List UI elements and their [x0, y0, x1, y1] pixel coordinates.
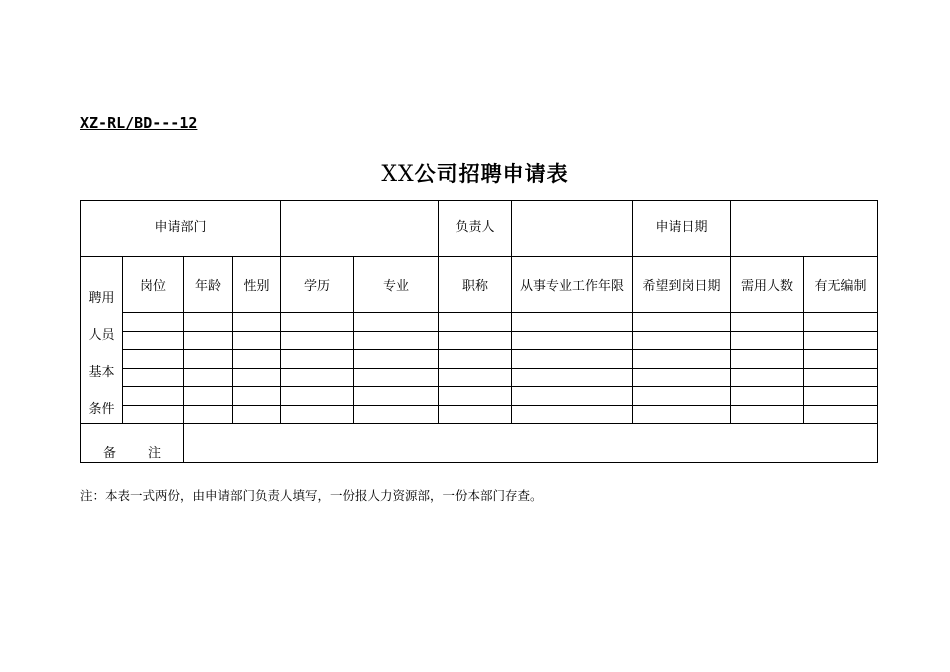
document-code: XZ-RL/BD---12 [80, 114, 198, 132]
table-cell[interactable] [123, 350, 184, 369]
table-cell[interactable] [184, 368, 233, 387]
table-cell[interactable] [439, 313, 512, 332]
table-row [81, 331, 878, 350]
table-cell[interactable] [633, 368, 731, 387]
table-cell[interactable] [281, 368, 354, 387]
owner-label: 负责人 [455, 219, 495, 235]
dept-value-field[interactable] [281, 201, 439, 257]
dept-label-cell [81, 201, 281, 257]
table-cell[interactable] [512, 313, 633, 332]
table-cell[interactable] [512, 387, 633, 406]
col-header-quota: 有无编制 [804, 257, 878, 313]
table-cell[interactable] [123, 313, 184, 332]
table-cell[interactable] [512, 368, 633, 387]
side-label-line: 聘用 [88, 291, 115, 306]
table-cell[interactable] [281, 313, 354, 332]
table-cell[interactable] [354, 350, 439, 369]
table-cell[interactable] [233, 368, 281, 387]
col-header-start-date: 希望到岗日期 [633, 257, 731, 313]
table-cell[interactable] [731, 387, 804, 406]
table-cell[interactable] [439, 368, 512, 387]
table-cell[interactable] [184, 313, 233, 332]
table-cell[interactable] [281, 350, 354, 369]
table-cell[interactable] [804, 387, 878, 406]
table-cell[interactable] [439, 350, 512, 369]
table-cell[interactable] [281, 387, 354, 406]
date-value-field[interactable] [731, 201, 878, 257]
notes-label-left: 备 [102, 446, 116, 461]
table-cell[interactable] [633, 350, 731, 369]
table-cell[interactable] [123, 387, 184, 406]
table-cell[interactable] [731, 350, 804, 369]
col-header-gender: 性别 [233, 257, 281, 313]
table-cell[interactable] [804, 405, 878, 424]
table-cell[interactable] [184, 331, 233, 350]
col-header-education: 学历 [281, 257, 354, 313]
table-cell[interactable] [354, 405, 439, 424]
owner-value-field[interactable] [512, 201, 633, 257]
notes-label-right: 注 [148, 446, 162, 461]
notes-label-cell [81, 424, 184, 463]
conditions-header-row [81, 257, 878, 313]
table-row [81, 387, 878, 406]
col-header-age: 年龄 [184, 257, 233, 313]
table-cell[interactable] [439, 405, 512, 424]
table-cell[interactable] [184, 350, 233, 369]
table-cell[interactable] [123, 368, 184, 387]
table-cell[interactable] [233, 387, 281, 406]
header-row [81, 201, 878, 257]
table-cell[interactable] [354, 313, 439, 332]
table-cell[interactable] [633, 387, 731, 406]
table-cell[interactable] [233, 313, 281, 332]
owner-label-cell [439, 201, 512, 257]
col-header-position: 岗位 [123, 257, 184, 313]
table-cell[interactable] [354, 368, 439, 387]
notes-value-field[interactable] [184, 424, 878, 463]
table-cell[interactable] [233, 405, 281, 424]
table-cell[interactable] [804, 368, 878, 387]
table-cell[interactable] [354, 331, 439, 350]
side-label-line: 条件 [88, 402, 115, 417]
table-cell[interactable] [512, 405, 633, 424]
date-label-cell [633, 201, 731, 257]
table-row [81, 313, 878, 332]
table-cell[interactable] [123, 405, 184, 424]
date-label: 申请日期 [655, 219, 708, 235]
title-main: 公司招聘申请表 [414, 161, 569, 186]
table-row [81, 368, 878, 387]
table-cell[interactable] [281, 331, 354, 350]
table-cell[interactable] [184, 387, 233, 406]
col-header-headcount: 需用人数 [731, 257, 804, 313]
table-cell[interactable] [731, 405, 804, 424]
form-title [0, 158, 950, 188]
conditions-side-label [81, 257, 123, 424]
notes-row [81, 424, 878, 463]
footnote: 注：本表一式两份，由申请部门负责人填写，一份报人力资源部，一份本部门存查。 [80, 488, 543, 503]
table-cell[interactable] [439, 331, 512, 350]
table-cell[interactable] [281, 405, 354, 424]
side-label-line: 人员 [88, 328, 115, 343]
table-cell[interactable] [731, 313, 804, 332]
title-prefix: XX [381, 162, 415, 187]
table-cell[interactable] [633, 313, 731, 332]
table-cell[interactable] [731, 331, 804, 350]
col-header-experience: 从事专业工作年限 [512, 257, 633, 313]
table-cell[interactable] [123, 331, 184, 350]
recruitment-form-table [80, 200, 878, 463]
col-header-title: 职称 [439, 257, 512, 313]
table-row [81, 350, 878, 369]
table-cell[interactable] [633, 405, 731, 424]
table-cell[interactable] [633, 331, 731, 350]
table-cell[interactable] [731, 368, 804, 387]
table-row [81, 405, 878, 424]
table-cell[interactable] [233, 350, 281, 369]
side-label-line: 基本 [88, 365, 115, 380]
table-cell[interactable] [804, 313, 878, 332]
table-cell[interactable] [439, 387, 512, 406]
table-cell[interactable] [184, 405, 233, 424]
table-cell[interactable] [512, 331, 633, 350]
table-cell[interactable] [233, 331, 281, 350]
table-cell[interactable] [804, 350, 878, 369]
dept-label: 申请部门 [154, 219, 207, 235]
table-cell[interactable] [354, 387, 439, 406]
table-cell[interactable] [512, 350, 633, 369]
table-cell[interactable] [804, 331, 878, 350]
col-header-major: 专业 [354, 257, 439, 313]
